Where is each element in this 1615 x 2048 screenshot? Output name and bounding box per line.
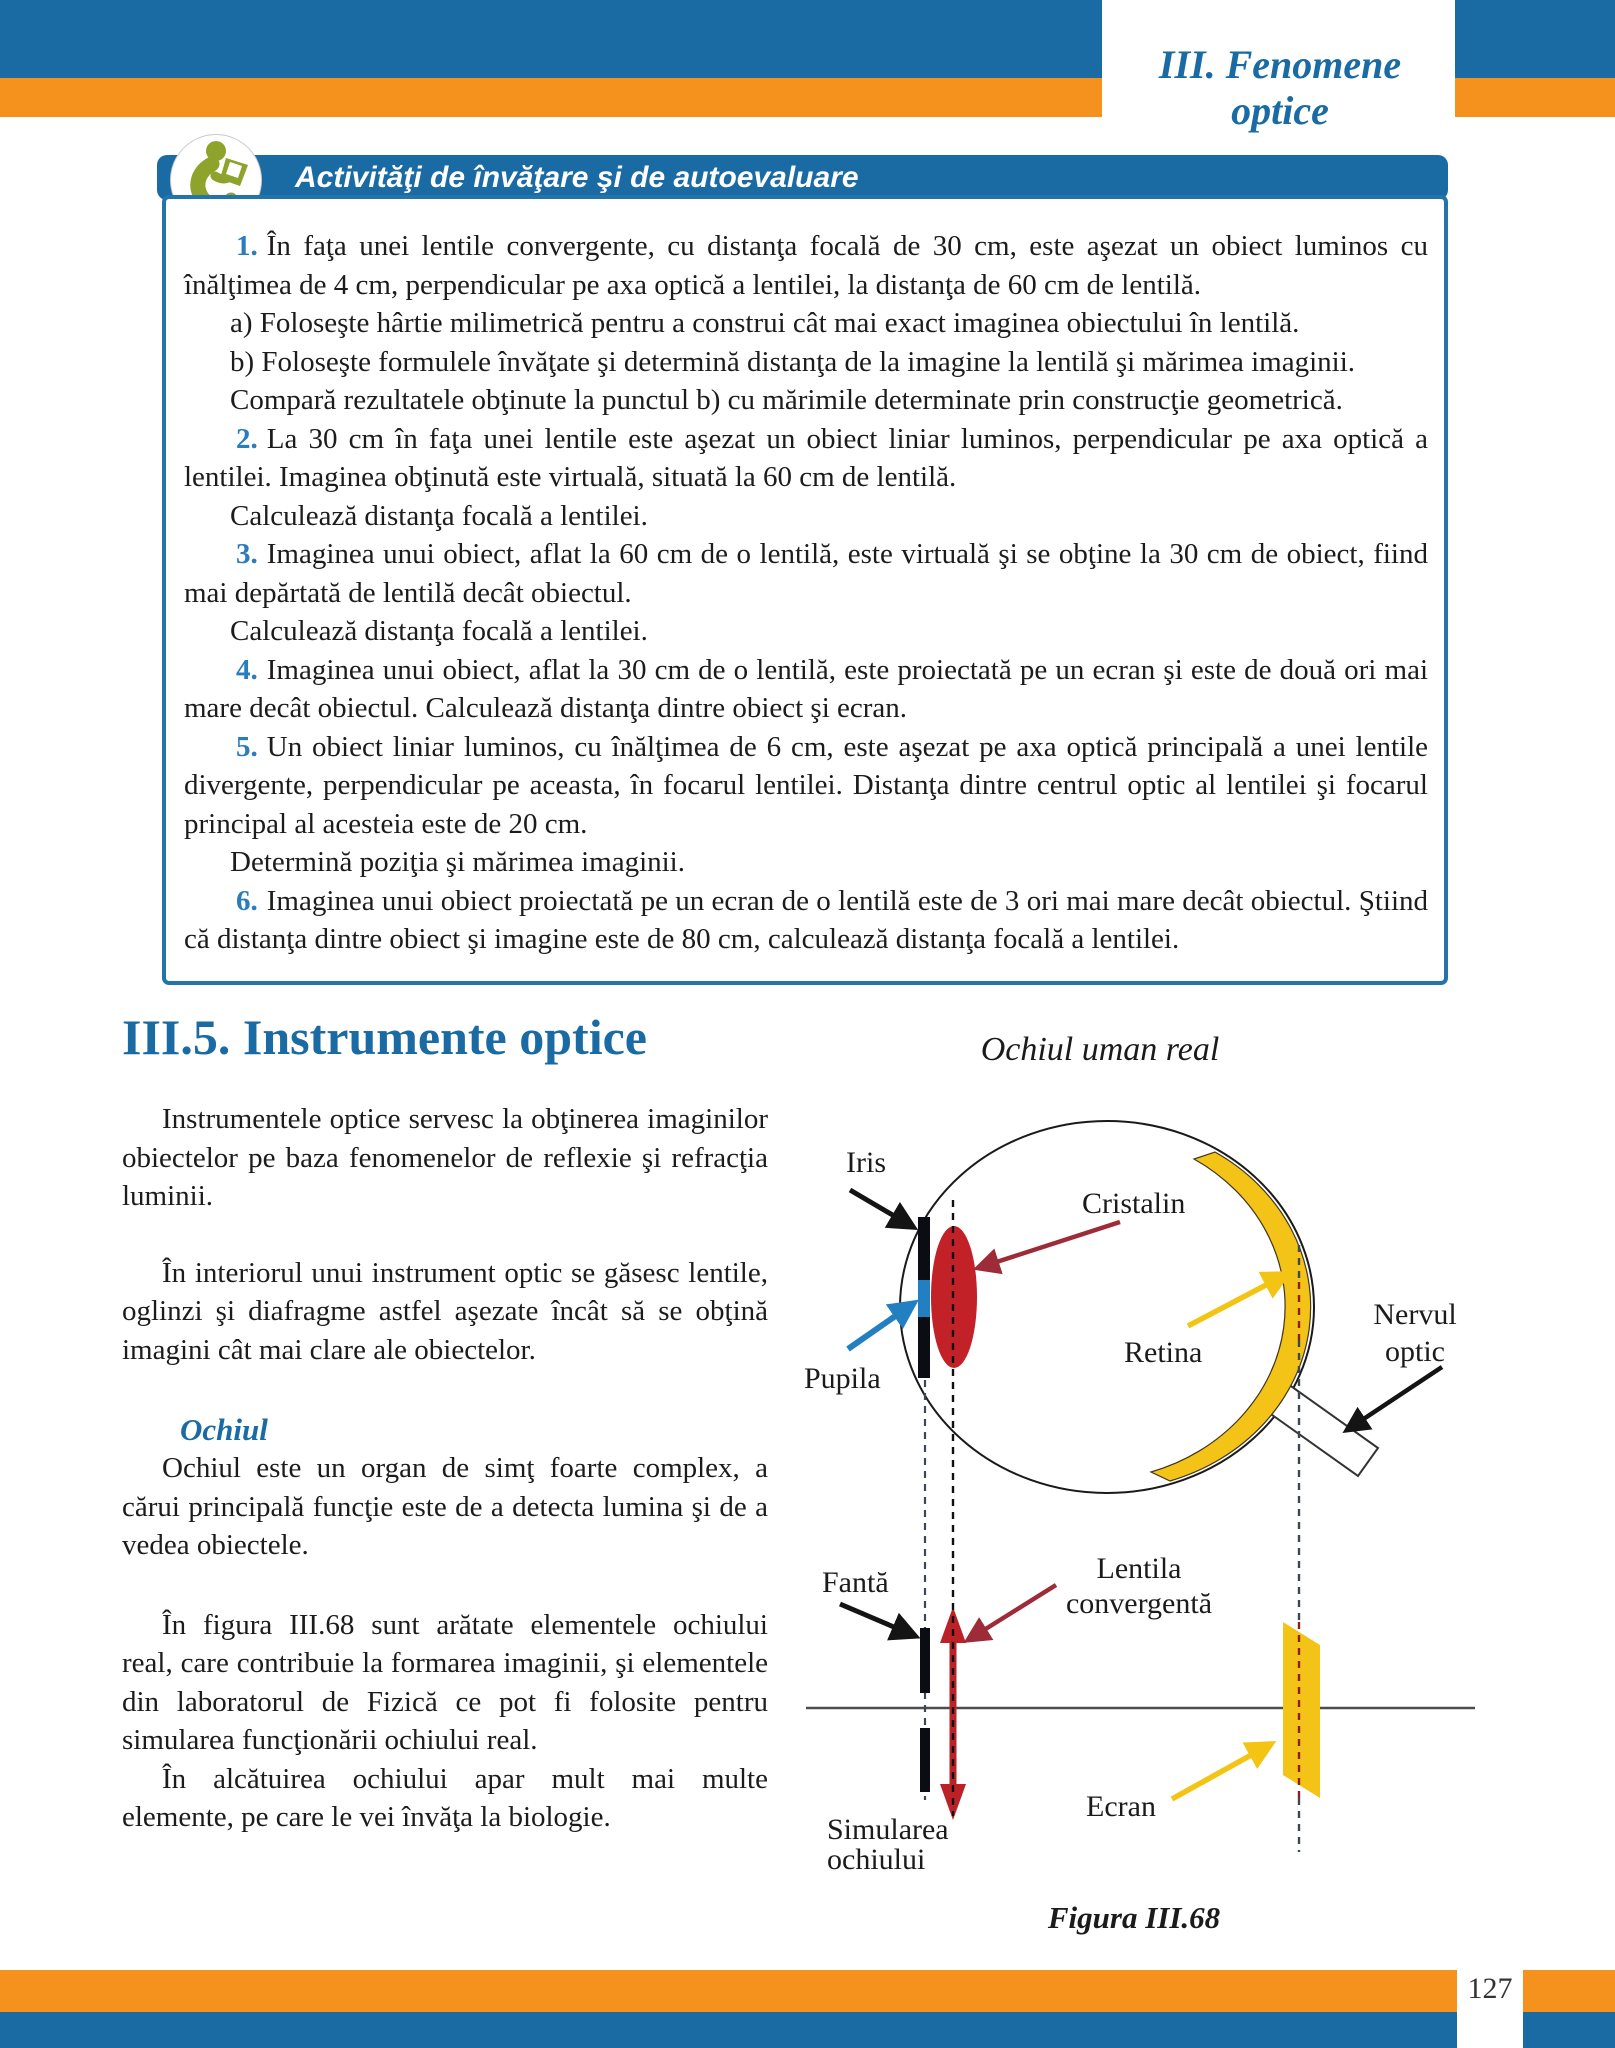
exercise-item: 3. Imaginea unui obiect, aflat la 60 cm de o lentilă, este virtuală şi se obţine la 30 cm de obiect, fiind mai depărtată de lentilă decât obiectul.: [184, 538, 1428, 609]
ecran-arrow: [1172, 1744, 1271, 1799]
label-simularea-line2: ochiului: [827, 1843, 926, 1876]
label-lentila-line2: convergentă: [1065, 1587, 1213, 1620]
label-simularea-line1: Simularea: [827, 1813, 949, 1846]
exercise-box: [162, 195, 1448, 985]
label-nervul-optic-line1: Nervul: [1373, 1298, 1457, 1331]
subsection-heading: Ochiul: [180, 1412, 268, 1447]
section-paragraph: Ochiul este un organ de simţ foarte complex, a cărui principală funcţie este de a detecta lumina şi de a vedea obiectele.: [122, 1452, 768, 1561]
figure-title: Ochiul uman real: [980, 1031, 1220, 1068]
figure-eye-diagram: [790, 1000, 1490, 1990]
label-ecran: Ecran: [1086, 1790, 1156, 1823]
top-bar-blue-left: [0, 0, 1102, 78]
bottom-bar-orange: [0, 1970, 1615, 2012]
section-heading: III.5. Instrumente optice: [122, 1009, 647, 1065]
chapter-header-line2: optice: [1231, 88, 1329, 133]
chapter-header-line1: III. Fenomene: [1158, 42, 1402, 87]
label-fanta: Fantă: [822, 1566, 889, 1599]
exercise-item: 6. Imaginea unui obiect proiectată pe un ecran de o lentilă este de 3 ori mai mare decât obiectul. Ştiind că distanţa dintre obiect şi imagine este de 80 cm, calculează distanţa focală a lentilei.: [184, 884, 1428, 955]
optic-nerve-arrow: [1347, 1367, 1442, 1430]
pupil-segment: [918, 1280, 930, 1317]
bottom-bar-blue: [0, 2012, 1615, 2048]
exercise-subitem: Calculează distanţa focală a lentilei.: [230, 499, 648, 532]
page-number-box: [1457, 1970, 1523, 2048]
screen-panel: [1283, 1622, 1320, 1798]
slit-bar-bottom: [920, 1728, 930, 1792]
exercise-subitem: Compară rezultatele obţinute la punctul b) cu mărimile determinate prin construcţie geometrică.: [230, 384, 1343, 416]
exercise-subitem: b) Foloseşte formulele învăţate şi determină distanţa de la imagine la lentilă şi mărimea imaginii.: [230, 345, 1356, 378]
top-bar-blue-right: [1455, 0, 1615, 78]
top-bar-orange-left: [0, 78, 1102, 117]
top-bar-orange-right: [1455, 78, 1615, 117]
exercise-item: 1. În faţa unei lentile convergente, cu distanţa focală de 30 cm, este aşezat un obiect luminos cu înălţimea de 4 cm, perpendicular pe axa optică a lentilei, la distanţa de 60 cm de lentilă.: [184, 230, 1428, 301]
section-paragraph: În interiorul unui instrument optic se găsesc lentile, oglinzi şi diafragme astfel aşezate încât să se obţină imagini cât mai clare ale obiectelor.: [122, 1256, 768, 1366]
iris-arrow: [850, 1190, 913, 1227]
lentila-arrow: [968, 1585, 1056, 1640]
chapter-header: [1105, 42, 1455, 134]
label-nervul-optic-line2: optic: [1385, 1335, 1445, 1368]
exercise-subitem: a) Foloseşte hârtie milimetrică pentru a construi cât mai exact imaginea obiectului în lentilă.: [230, 307, 1300, 339]
label-cristalin: Cristalin: [1082, 1187, 1186, 1220]
exercise-item: 5. Un obiect liniar luminos, cu înălţimea de 6 cm, este aşezat pe axa optică principală a unei lentile divergente, perpendicular pe aceasta, în focarul lentilei. Distanţa dintre centrul optic al lentilei şi focarul principal al acesteia este de 20 cm.: [184, 730, 1428, 840]
section-paragraph: În alcătuirea ochiului apar mult mai multe elemente, pe care le vei învăţa la biologie.: [122, 1762, 768, 1833]
section-column: [122, 1008, 768, 1837]
label-pupila: Pupila: [804, 1362, 881, 1395]
figure-caption: Figura III.68: [1047, 1900, 1221, 1935]
activity-title-band: [157, 155, 1448, 200]
activity-title: Activităţi de învăţare şi de autoevaluare: [295, 161, 859, 194]
exercise-item: 4. Imaginea unui obiect, aflat la 30 cm de o lentilă, este proiectată pe un ecran şi este de două ori mai mare decât obiectul. Calculează distanţa dintre obiect şi ecran.: [184, 653, 1428, 724]
section-paragraph: În figura III.68 sunt arătate elementele ochiului real, care contribuie la formarea imaginii, şi elementele din laboratorul de Fizică ce pot fi folosite pentru simularea funcţionării ochiului real.: [122, 1608, 768, 1756]
exercise-subitem: Calculează distanţa focală a lentilei.: [230, 615, 648, 647]
fanta-arrow: [840, 1604, 915, 1636]
slit-bar-top: [920, 1628, 930, 1693]
label-retina: Retina: [1124, 1336, 1203, 1369]
label-lentila-line1: Lentila: [1096, 1552, 1182, 1585]
section-paragraph: Instrumentele optice servesc la obţinerea imaginilor obiectelor pe baza fenomenelor de reflexie şi refracţia luminii.: [122, 1103, 768, 1212]
page-number: 127: [1467, 1972, 1513, 2005]
exercise-item: 2. La 30 cm în faţa unei lentile este aşezat un obiect liniar luminos, perpendicular pe axa optică a lentilei. Imaginea obţinută este virtuală, situată la 60 cm de lentilă.: [184, 422, 1428, 493]
exercise-subitem: Determină poziţia şi mărimea imaginii.: [230, 846, 685, 878]
label-iris: Iris: [846, 1146, 886, 1179]
